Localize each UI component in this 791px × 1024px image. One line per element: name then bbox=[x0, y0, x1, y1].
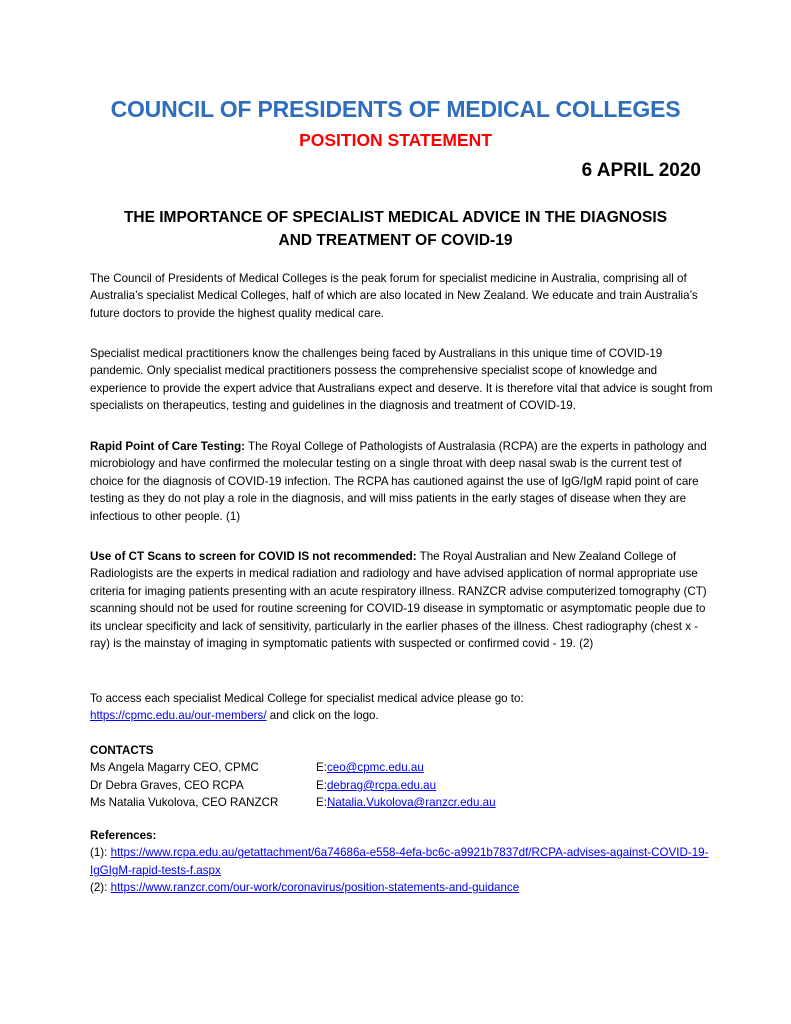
paragraph-intro: The Council of Presidents of Medical Colleges is the peak forum for specialist medicine in Australia, comprising all of Australia’s specialist Medical Colleges, half of which are also located in New Zealand. We educate and train Australia’s future doctors to provide the highest quality medical care. bbox=[90, 272, 698, 320]
contact-email-prefix: E: bbox=[316, 778, 327, 792]
rapid-testing-label: Rapid Point of Care Testing: bbox=[90, 440, 246, 453]
contact-row bbox=[90, 777, 710, 794]
reference-2-link[interactable]: https://www.ranzcr.com/our-work/coronavirus/position-statements-and-guidance bbox=[110, 881, 520, 895]
document-type: POSITION STATEMENT bbox=[299, 130, 492, 150]
contact-name: Dr Debra Graves, CEO RCPA bbox=[90, 778, 244, 792]
organization-title: COUNCIL OF PRESIDENTS OF MEDICAL COLLEGES bbox=[110, 96, 681, 122]
access-tail: and click on the logo. bbox=[266, 709, 379, 723]
contact-email-link[interactable]: Natalia.Vukolova@ranzcr.edu.au bbox=[326, 796, 496, 810]
contact-name: Ms Natalia Vukolova, CEO RANZCR bbox=[90, 796, 279, 810]
contact-email-prefix: E: bbox=[316, 796, 327, 810]
reference-1 bbox=[90, 844, 715, 879]
paragraph-access bbox=[90, 690, 715, 725]
rapid-testing-text: The Royal College of Pathologists of Australasia (RCPA) are the experts in pathology and microbiology and have confirmed the molecular testing on a single throat with deep nasal swab is the current test of choice for the diagnosis of COVID-19 infection. The RCPA has cautioned against the use of IgG/IgM rapid point of care testing as they do not play a role in the diagnosis, and will miss patients in the early stages of disease when they are infectious to other people. (1) bbox=[90, 440, 707, 523]
contact-email-prefix: E: bbox=[316, 761, 327, 775]
reference-1-label: (1): bbox=[90, 846, 111, 860]
references-section bbox=[90, 827, 715, 897]
reference-2 bbox=[90, 879, 715, 896]
paragraph-ct-scans bbox=[90, 548, 715, 652]
reference-2-label: (2): bbox=[90, 881, 111, 895]
reference-1-link[interactable]: https://www.rcpa.edu.au/getattachment/6a74686a-e558-4efa-bc6c-a9921b7837df/RCPA-advises-against-COVID-19-IgGIgM-rapid-tests-f.aspx bbox=[90, 846, 709, 877]
contact-row bbox=[90, 759, 710, 776]
contact-email-link[interactable]: ceo@cpmc.edu.au bbox=[326, 761, 424, 775]
contacts-title: CONTACTS bbox=[90, 744, 154, 757]
document-date: 6 APRIL 2020 bbox=[581, 160, 701, 181]
members-link[interactable]: https://cpmc.edu.au/our-members/ bbox=[90, 709, 267, 723]
heading-line-1: THE IMPORTANCE OF SPECIALIST MEDICAL ADVICE IN THE DIAGNOSIS bbox=[123, 209, 668, 226]
ct-scans-text: The Royal Australian and New Zealand College of Radiologists are the experts in medical radiation and radiology and have advised application of normal appropriate use criteria for imaging patients presenting with an acute respiratory illness. RANZCR advise computerized tomography (CT) scanning should not be used for routine screening for COVID-19 disease in symptomatic or asymptomatic people due to its unclear specificity and lack of sensitivity, particularly in the earlier phases of the illness. Chest radiography (chest x - ray) is the mainstay of imaging in symptomatic patients with suspected or confirmed covid - 19. (2) bbox=[90, 550, 707, 651]
statement-heading bbox=[80, 206, 711, 252]
references-title: References: bbox=[90, 829, 157, 842]
contact-email-link[interactable]: debrag@rcpa.edu.au bbox=[326, 778, 437, 792]
contact-name: Ms Angela Magarry CEO, CPMC bbox=[90, 761, 259, 775]
paragraph-rapid-testing bbox=[90, 438, 715, 525]
ct-scans-label: Use of CT Scans to screen for COVID IS not recommended: bbox=[90, 550, 417, 563]
heading-line-2: AND TREATMENT OF COVID-19 bbox=[278, 232, 513, 249]
access-text: To access each specialist Medical College for specialist medical advice please go to: bbox=[90, 692, 524, 705]
paragraph-specialists: Specialist medical practitioners know the challenges being faced by Australians in this unique time of COVID-19 pandemic. Only specialist medical practitioners possess the comprehensive specialist scope of knowledge and experience to provide the expert advice that Australians expect and deserve. It is therefore vital that advice is sought from specialists on therapeutics, testing and guidelines in the diagnosis and treatment of COVID-19. bbox=[90, 347, 713, 413]
contacts-section bbox=[90, 742, 710, 812]
contact-row bbox=[90, 794, 710, 811]
